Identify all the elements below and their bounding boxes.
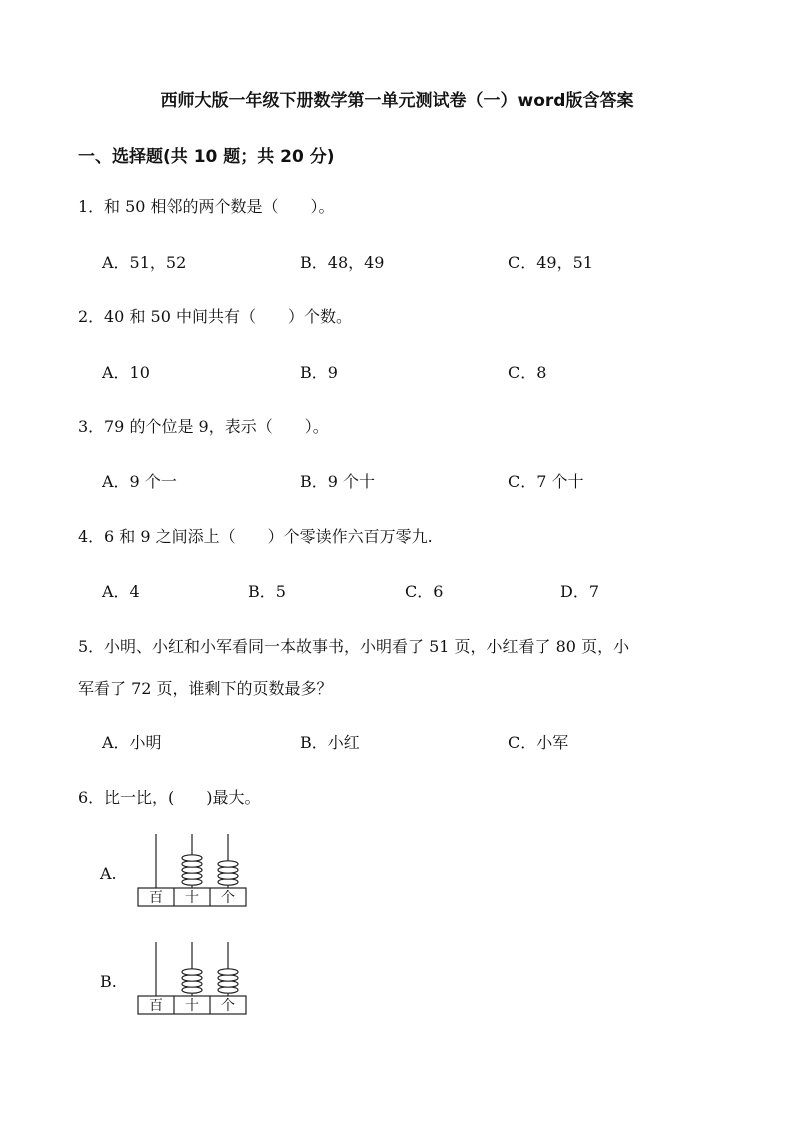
- q1-option-a[interactable]: A．51，52: [102, 253, 187, 272]
- question-number: 1．: [78, 197, 105, 216]
- abacus-bead: [218, 969, 238, 975]
- question-number: 6．: [78, 788, 105, 807]
- question-text: 和 50 相邻的两个数是（ ）。: [104, 197, 335, 216]
- abacus-b-figure: [136, 940, 250, 1016]
- q2-option-a[interactable]: A．10: [102, 363, 150, 382]
- abacus-bead: [182, 855, 202, 861]
- abacus-place-label: 十: [185, 890, 199, 906]
- q4-option-b[interactable]: B．5: [248, 582, 286, 601]
- question-3: [78, 417, 329, 437]
- abacus-a-figure: [136, 832, 250, 908]
- abacus-place-label: 个: [221, 998, 235, 1014]
- question-number: 3．: [78, 417, 105, 436]
- question-4: [78, 527, 433, 547]
- question-text: 6 和 9 之间添上（ ）个零读作六百万零九.: [104, 527, 433, 546]
- abacus-place-label: 十: [185, 998, 199, 1014]
- q3-option-b[interactable]: B．9 个十: [300, 472, 376, 491]
- q6-option-b[interactable]: B.: [100, 972, 117, 991]
- question-1: [78, 197, 335, 217]
- question-text: 40 和 50 中间共有（ ）个数。: [104, 307, 352, 326]
- q2-option-c[interactable]: C．8: [508, 363, 547, 382]
- abacus-place-label: 个: [221, 890, 235, 906]
- question-number: 4．: [78, 527, 105, 546]
- section-heading: 一、选择题(共 10 题；共 20 分): [78, 147, 335, 167]
- question-6: [78, 788, 261, 808]
- q5-option-a[interactable]: A．小明: [102, 733, 162, 752]
- question-text: 79 的个位是 9，表示（ ）。: [104, 417, 329, 436]
- question-text: 比一比，( )最大。: [104, 788, 261, 807]
- q2-option-b[interactable]: B．9: [300, 363, 338, 382]
- q4-option-d[interactable]: D．7: [560, 582, 600, 601]
- question-5: [78, 637, 629, 657]
- question-text: 小明、小红和小军看同一本故事书，小明看了 51 页，小红看了 80 页，小: [104, 637, 630, 656]
- question-5-continued: 军看了 72 页，谁剩下的页数最多？: [78, 679, 333, 698]
- q1-option-b[interactable]: B．48，49: [300, 253, 385, 272]
- question-2: [78, 307, 352, 327]
- q5-option-b[interactable]: B．小红: [300, 733, 360, 752]
- abacus-place-label: 百: [149, 890, 163, 906]
- q6-option-a[interactable]: A.: [100, 864, 117, 883]
- abacus-bead: [182, 969, 202, 975]
- q5-option-c[interactable]: C．小军: [508, 733, 569, 752]
- q3-option-a[interactable]: A．9 个一: [102, 472, 177, 491]
- page-title: 西师大版一年级下册数学第一单元测试卷（一）word版含答案: [160, 91, 634, 111]
- q3-option-c[interactable]: C．7 个十: [508, 472, 584, 491]
- abacus-bead: [218, 861, 238, 867]
- q4-option-c[interactable]: C．6: [405, 582, 444, 601]
- question-number: 5．: [78, 637, 105, 656]
- q4-option-a[interactable]: A．4: [102, 582, 140, 601]
- q1-option-c[interactable]: C．49，51: [508, 253, 593, 272]
- question-number: 2．: [78, 307, 105, 326]
- abacus-place-label: 百: [149, 998, 163, 1014]
